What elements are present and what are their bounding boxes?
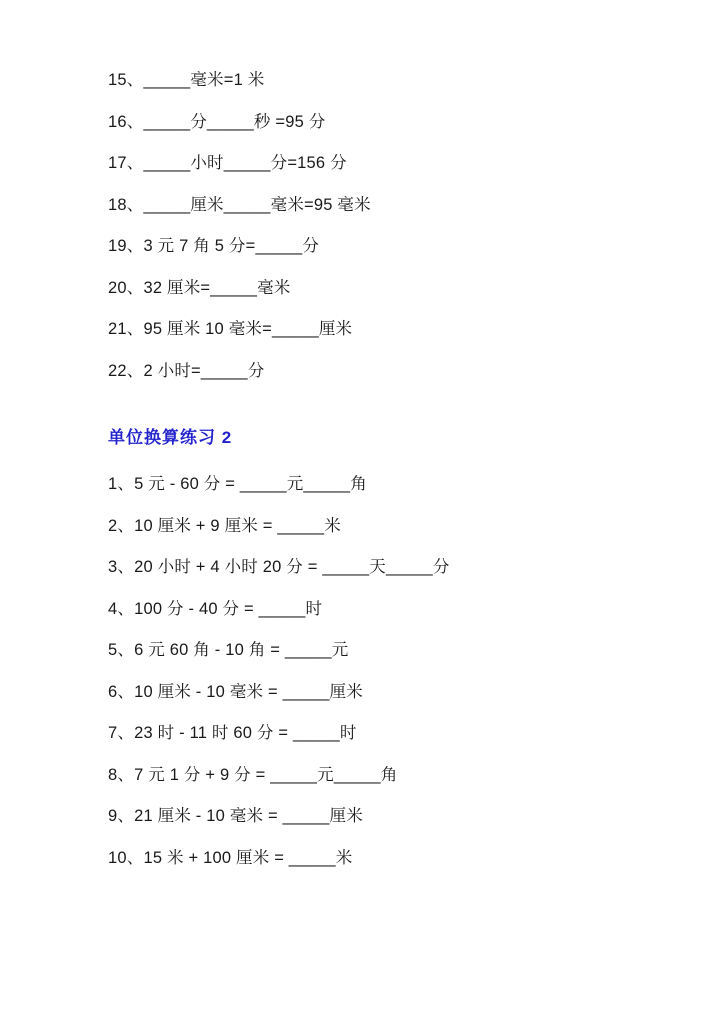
list-item: 18、_____厘米_____毫米=95 毫米: [108, 195, 371, 214]
list-item: 7、23 时 - 11 时 60 分 = _____时: [108, 724, 357, 742]
list-item: 21、95 厘米 10 毫米=_____厘米: [108, 320, 353, 338]
list-item: 5、6 元 60 角 - 10 角 = _____元: [108, 641, 349, 659]
list-item: 19、3 元 7 角 5 分=_____分: [108, 237, 320, 255]
list-item: 17、_____小时_____分=156 分: [108, 154, 347, 172]
list-item: 1、5 元 - 60 分 = _____元_____角: [108, 475, 368, 493]
list-item: 16、_____分_____秒 =95 分: [108, 112, 326, 131]
list-item: 22、2 小时=_____分: [108, 361, 265, 380]
list-item: 20、32 厘米=_____毫米: [108, 278, 291, 297]
list-item: 10、15 米 + 100 厘米 = _____米: [108, 848, 353, 867]
list-item: 8、7 元 1 分 + 9 分 = _____元_____角: [108, 765, 398, 784]
list-item: 4、100 分 - 40 分 = _____时: [108, 599, 323, 618]
question-list-section-one: [108, 72, 664, 379]
list-item: 6、10 厘米 - 10 毫米 = _____厘米: [108, 682, 363, 701]
list-item: 15、_____毫米=1 米: [108, 71, 265, 89]
section-heading: 单位换算练习 2: [108, 428, 233, 447]
list-item: 9、21 厘米 - 10 毫米 = _____厘米: [108, 807, 363, 825]
question-list-section-two: [108, 476, 664, 866]
list-item: 3、20 小时 + 4 小时 20 分 = _____天_____分: [108, 558, 450, 576]
list-item: 2、10 厘米 + 9 厘米 = _____米: [108, 516, 341, 535]
